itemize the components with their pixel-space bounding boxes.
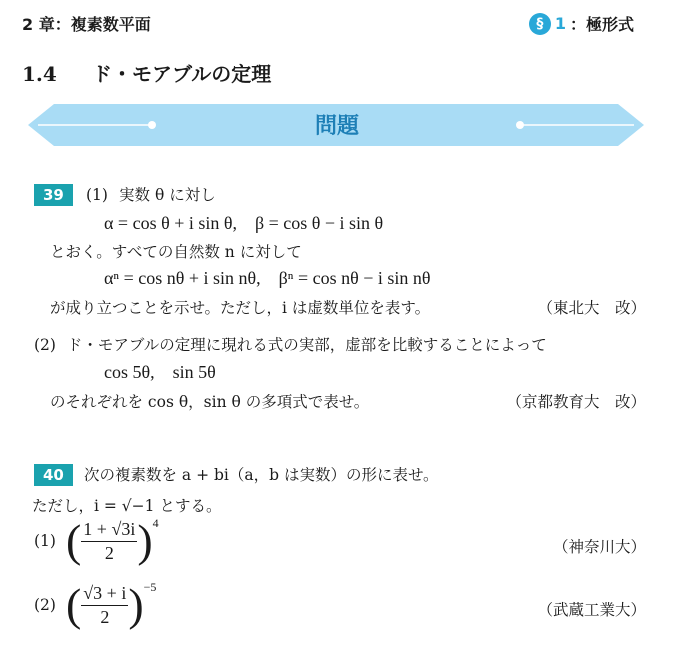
subsection-title: ド・モアブルの定理 bbox=[92, 62, 272, 86]
q1-right-paren: ) bbox=[137, 515, 153, 566]
problem-40-q1-label: (1) bbox=[34, 532, 56, 550]
section-number: 1 bbox=[554, 14, 566, 33]
problem-40-text: 次の複素数を a + bi（a，b は実数）の形に表せ。 bbox=[83, 466, 439, 484]
problem-40-text2: ただし，i = √−1 とする。 bbox=[32, 497, 222, 515]
section-mark-icon: § bbox=[529, 13, 551, 35]
subsection-number: 1.4 bbox=[22, 62, 57, 86]
q2-left-paren: ( bbox=[65, 579, 82, 630]
q1-exponent: 4 bbox=[152, 515, 159, 530]
q2-right-paren: ) bbox=[128, 579, 144, 630]
problem-39-part2-label: (2) bbox=[34, 336, 56, 354]
problem-40-badge: 40 bbox=[34, 464, 73, 486]
problem-40-q2-source: （武蔵工業大） bbox=[537, 601, 646, 619]
problem-39-part2-source: （京都教育大 改） bbox=[506, 393, 646, 411]
q1-fraction bbox=[81, 519, 137, 564]
problem-39-badge: 39 bbox=[34, 184, 73, 206]
problem-40-q2-label: (2) bbox=[34, 596, 56, 614]
q1-numerator: 1 + √3i bbox=[81, 519, 137, 542]
problem-39-part1-intro: 実数 θ に対し bbox=[119, 186, 216, 204]
problem-39-part1-source: （東北大 改） bbox=[537, 299, 646, 317]
q2-exponent: −5 bbox=[143, 579, 157, 594]
problem-40-q1 bbox=[34, 515, 159, 566]
problem-39-part2-expr: cos 5θ, sin 5θ bbox=[104, 362, 216, 382]
problem-40-q2 bbox=[34, 579, 157, 630]
problem-39-text2: とおく。すべての自然数 n に対して bbox=[50, 243, 302, 261]
q2-denominator: 2 bbox=[100, 606, 110, 627]
q1-left-paren: ( bbox=[65, 515, 82, 566]
chapter-heading: 2 章：複素数平面 bbox=[22, 15, 151, 34]
problem-39-part2-text2: のそれぞれを cos θ，sin θ の多項式で表せ。 bbox=[50, 393, 370, 411]
subsection-heading bbox=[22, 58, 271, 87]
problem-39-line1 bbox=[34, 183, 216, 206]
problem-40-line1 bbox=[34, 463, 438, 486]
problem-39-part2-line bbox=[34, 333, 547, 355]
problem-39-text3: が成り立つことを示せ。ただし，i は虚数単位を表す。 bbox=[50, 299, 431, 317]
problem-40-q1-source: （神奈川大） bbox=[552, 538, 646, 556]
banner-title: 問題 bbox=[314, 114, 359, 139]
problem-39-equation: αⁿ = cos nθ + i sin nθ, βⁿ = cos nθ − i sin nθ bbox=[104, 268, 431, 288]
q1-denominator: 2 bbox=[104, 542, 114, 563]
problem-39-definition: α = cos θ + i sin θ, β = cos θ − i sin θ bbox=[104, 213, 384, 233]
q2-fraction bbox=[81, 583, 128, 628]
section-heading bbox=[529, 12, 634, 35]
problem-39-part2-text: ド・モアブルの定理に現れる式の実部，虚部を比較することによって bbox=[66, 336, 547, 354]
q2-numerator: √3 + i bbox=[81, 583, 128, 606]
section-title: ：極形式 bbox=[569, 15, 634, 34]
problem-39-part1-label: (1) bbox=[85, 186, 108, 204]
